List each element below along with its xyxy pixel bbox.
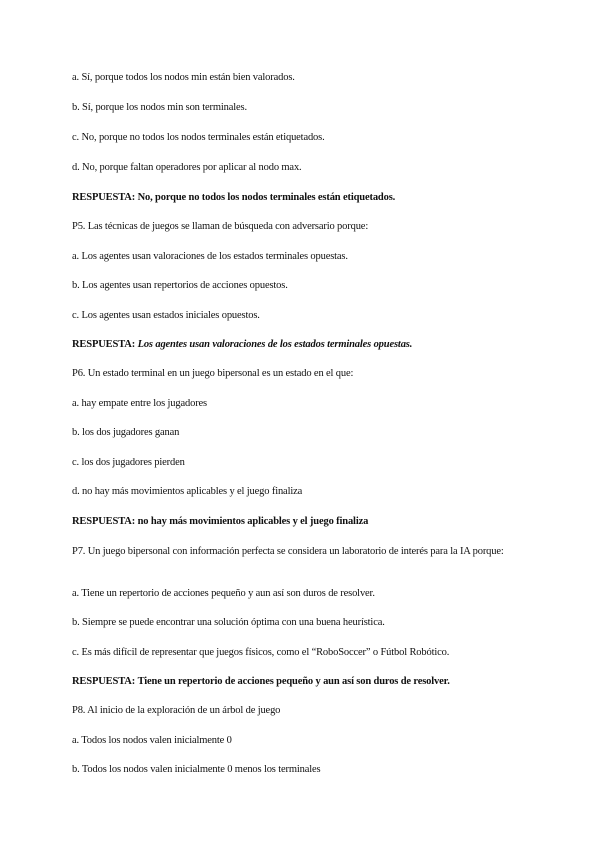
answer-text: Tiene un repertorio de acciones pequeño y aun así son duros de resolver. [137, 676, 450, 687]
answer-label: RESPUESTA: [72, 676, 136, 687]
option-p6-d: d. no hay más movimientos aplicables y el juego finaliza [72, 486, 303, 497]
answer-p7 [72, 674, 532, 689]
answer-label: RESPUESTA: [72, 192, 136, 203]
option-p5-b: b. Los agentes usan repertorios de acciones opuestos. [72, 280, 288, 291]
answer-label: RESPUESTA: [72, 339, 136, 350]
question-p8: P8. Al inicio de la exploración de un árbol de juego [72, 705, 281, 716]
answer-text: Los agentes usan valoraciones de los estados terminales opuestas. [137, 339, 413, 350]
option-p6-a: a. hay empate entre los jugadores [72, 398, 207, 409]
option-p6-c: c. los dos jugadores pierden [72, 457, 185, 468]
answer-p5 [72, 337, 532, 352]
option-p6-b: b. los dos jugadores ganan [72, 427, 180, 438]
option-p7-b: b. Siempre se puede encontrar una solución óptima con una buena heurística. [72, 617, 385, 628]
option-p4-d: d. No, porque faltan operadores por aplicar al nodo max. [72, 162, 302, 173]
option-p4-a: a. Sí, porque todos los nodos min están bien valorados. [72, 72, 295, 83]
question-p5: P5. Las técnicas de juegos se llaman de búsqueda con adversario porque: [72, 221, 369, 232]
answer-p6 [72, 514, 532, 529]
answer-label: RESPUESTA: [72, 516, 136, 527]
answer-text: No, porque no todos los nodos terminales están etiquetados. [137, 192, 396, 203]
question-p6: P6. Un estado terminal en un juego bipersonal es un estado en el que: [72, 368, 354, 379]
option-p4-b: b. Sí, porque los nodos min son terminales. [72, 102, 247, 113]
option-p5-c: c. Los agentes usan estados iniciales opuestos. [72, 310, 260, 321]
answer-p4 [72, 190, 532, 205]
option-p8-a: a. Todos los nodos valen inicialmente 0 [72, 735, 232, 746]
option-p8-b: b. Todos los nodos valen inicialmente 0 menos los terminales [72, 764, 321, 775]
option-p7-a: a. Tiene un repertorio de acciones pequeño y aun así son duros de resolver. [72, 588, 375, 599]
option-p5-a: a. Los agentes usan valoraciones de los estados terminales opuestas. [72, 251, 348, 262]
question-p7: P7. Un juego bipersonal con información perfecta se considera un laboratorio de interés para la IA porque: [72, 546, 504, 557]
answer-text: no hay más movimientos aplicables y el juego finaliza [137, 516, 369, 527]
option-p4-c: c. No, porque no todos los nodos terminales están etiquetados. [72, 132, 325, 143]
option-p7-c: c. Es más difícil de representar que juegos físicos, como el “RoboSoccer” o Fútbol Robótico. [72, 647, 450, 658]
